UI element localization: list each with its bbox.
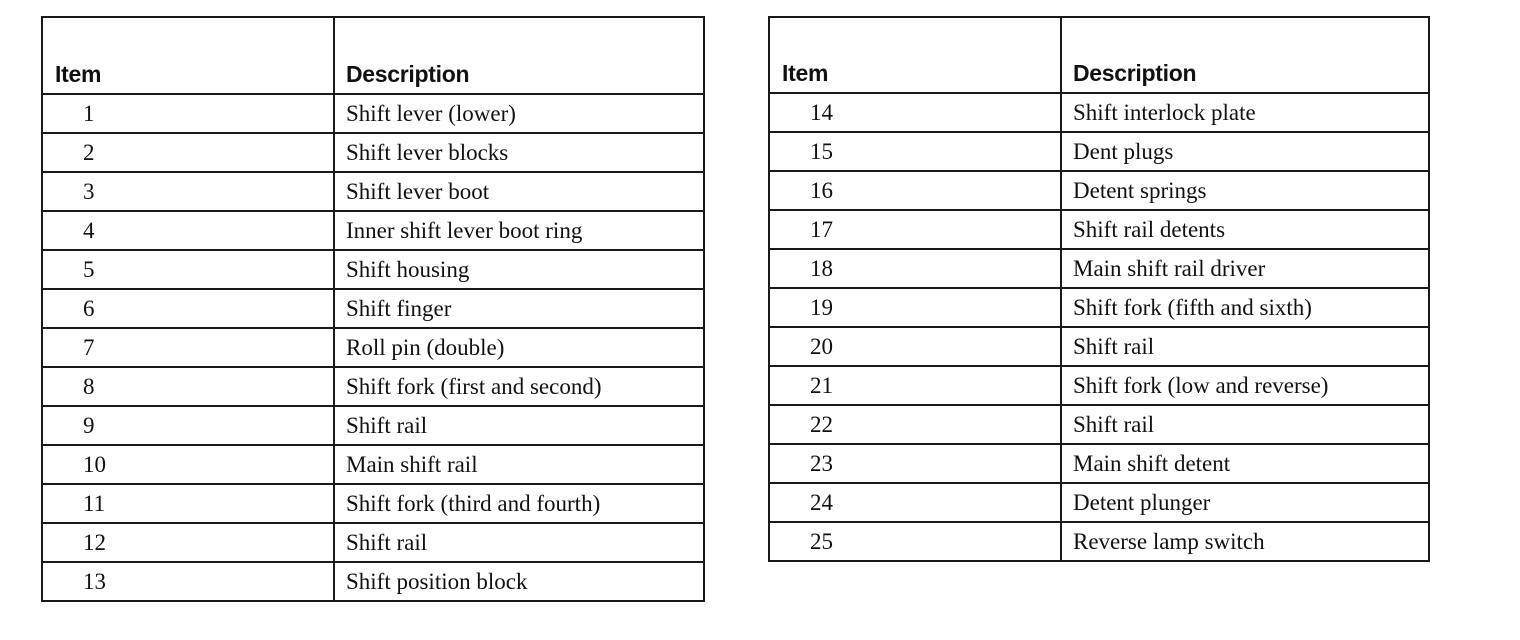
item-number-cell: 1 xyxy=(42,94,334,133)
item-description-cell: Shift lever blocks xyxy=(334,133,704,172)
table-row xyxy=(769,288,1429,327)
item-number-cell: 18 xyxy=(769,249,1061,288)
table-row xyxy=(42,523,704,562)
item-number-cell: 21 xyxy=(769,366,1061,405)
item-number-cell: 4 xyxy=(42,211,334,250)
column-header-item: Item xyxy=(42,17,334,94)
item-description-cell: Shift rail xyxy=(1061,405,1429,444)
item-description-cell: Shift rail xyxy=(334,406,704,445)
item-description-cell: Shift lever boot xyxy=(334,172,704,211)
table-row xyxy=(42,289,704,328)
item-description-cell: Shift fork (first and second) xyxy=(334,367,704,406)
item-number-cell: 7 xyxy=(42,328,334,367)
item-number-cell: 3 xyxy=(42,172,334,211)
table-row xyxy=(769,483,1429,522)
column-header-description: Description xyxy=(334,17,704,94)
item-description-cell: Main shift rail xyxy=(334,445,704,484)
item-number-cell: 25 xyxy=(769,522,1061,561)
table-body xyxy=(769,93,1429,561)
item-number-cell: 10 xyxy=(42,445,334,484)
table-row xyxy=(769,366,1429,405)
column-header-description: Description xyxy=(1061,17,1429,93)
table-row xyxy=(42,172,704,211)
item-description-cell: Shift housing xyxy=(334,250,704,289)
item-description-cell: Shift fork (third and fourth) xyxy=(334,484,704,523)
item-description-cell: Reverse lamp switch xyxy=(1061,522,1429,561)
item-number-cell: 13 xyxy=(42,562,334,601)
table-row xyxy=(42,94,704,133)
item-description-cell: Shift position block xyxy=(334,562,704,601)
table-row xyxy=(42,328,704,367)
item-number-cell: 11 xyxy=(42,484,334,523)
item-number-cell: 8 xyxy=(42,367,334,406)
table-row xyxy=(769,327,1429,366)
table-row xyxy=(42,406,704,445)
item-number-cell: 6 xyxy=(42,289,334,328)
item-number-cell: 9 xyxy=(42,406,334,445)
item-description-cell: Shift rail xyxy=(334,523,704,562)
table-row xyxy=(769,132,1429,171)
table-body xyxy=(42,94,704,601)
item-description-cell: Detent plunger xyxy=(1061,483,1429,522)
parts-table-right xyxy=(768,16,1430,562)
item-description-cell: Roll pin (double) xyxy=(334,328,704,367)
table-row xyxy=(42,211,704,250)
item-number-cell: 5 xyxy=(42,250,334,289)
table-row xyxy=(769,522,1429,561)
table-row xyxy=(769,444,1429,483)
item-number-cell: 19 xyxy=(769,288,1061,327)
item-number-cell: 2 xyxy=(42,133,334,172)
item-number-cell: 17 xyxy=(769,210,1061,249)
item-number-cell: 16 xyxy=(769,171,1061,210)
item-number-cell: 24 xyxy=(769,483,1061,522)
table-row xyxy=(42,562,704,601)
item-number-cell: 15 xyxy=(769,132,1061,171)
item-description-cell: Inner shift lever boot ring xyxy=(334,211,704,250)
item-description-cell: Shift rail detents xyxy=(1061,210,1429,249)
table-row xyxy=(42,367,704,406)
table-row xyxy=(769,210,1429,249)
item-description-cell: Detent springs xyxy=(1061,171,1429,210)
table-row xyxy=(769,249,1429,288)
item-number-cell: 20 xyxy=(769,327,1061,366)
table-row xyxy=(769,405,1429,444)
item-description-cell: Main shift detent xyxy=(1061,444,1429,483)
table-row xyxy=(42,250,704,289)
item-number-cell: 12 xyxy=(42,523,334,562)
item-description-cell: Main shift rail driver xyxy=(1061,249,1429,288)
column-header-item: Item xyxy=(769,17,1061,93)
item-description-cell: Shift interlock plate xyxy=(1061,93,1429,132)
table-row xyxy=(42,133,704,172)
item-number-cell: 23 xyxy=(769,444,1061,483)
item-number-cell: 14 xyxy=(769,93,1061,132)
item-number-cell: 22 xyxy=(769,405,1061,444)
table-row xyxy=(769,93,1429,132)
item-description-cell: Shift rail xyxy=(1061,327,1429,366)
item-description-cell: Shift fork (low and reverse) xyxy=(1061,366,1429,405)
item-description-cell: Shift finger xyxy=(334,289,704,328)
table-row xyxy=(42,484,704,523)
parts-table-left xyxy=(41,16,705,602)
item-description-cell: Dent plugs xyxy=(1061,132,1429,171)
table-header-row xyxy=(769,17,1429,93)
item-description-cell: Shift lever (lower) xyxy=(334,94,704,133)
table-row xyxy=(42,445,704,484)
table-row xyxy=(769,171,1429,210)
item-description-cell: Shift fork (fifth and sixth) xyxy=(1061,288,1429,327)
table-header-row xyxy=(42,17,704,94)
